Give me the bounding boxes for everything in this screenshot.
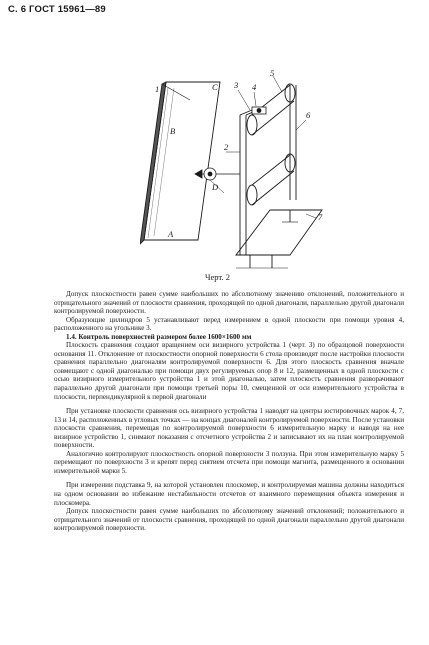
label-3: 3 <box>234 80 239 90</box>
label-4: 4 <box>252 82 257 92</box>
section-heading: 1.4. Контроль поверхностей размером более 1600×1600 мм <box>66 332 252 341</box>
label-6: 6 <box>306 110 311 120</box>
paragraph: Допуск плоскостности равен сумме наибольших по абсолютному значению отклонений, положительного и отрицательного значений от плоскости сравнения, проходящей по одной диагонали, параллельно другой диагонали контролируемой поверхности. <box>54 290 404 316</box>
paragraph: Плоскость сравнения создают вращением оси визирного устройства 1 (черт. 3) по образцовой поверхности основания 11. Отклонение от плоскостности опорной поверхности 6 стола производят после настройки плоскости сравнения параллельно диагоналям контролируемой поверхности 6. Для этого плоскость сравнения вначале совмещают с одной диагональю при помощи двух регулируемых опор 8 и 12, размещенных в одной плоскости с осью визирного измерительного устройства 1 и этой диагональю, затем плоскость сравнения разворачивают параллельно другой диагонали при помощи третьей поры 10, смещенной от оси измерительного устройства в плоскости, перпендикулярной к первой диагонали <box>54 341 404 401</box>
figure-drawing <box>140 70 330 275</box>
label-7: 7 <box>318 212 323 222</box>
label-c: C <box>212 82 218 92</box>
paragraph: При установке плоскости сравнения ось визирного устройства 1 наводят на центры юстировочных марок 4, 7, 13 и 14, расположенных в угловых точках — на концах диагоналей контролируемой поверхности. После установки плоскости сравнения, перемещая по контролируемой поверхности 6 измерительную марку и наводя на нее визирное устройство 1, снимают показания с отсчетного устройства 2 и записывают их на план контролируемой поверхности. <box>54 407 404 450</box>
label-a: A <box>168 229 174 239</box>
leader-1 <box>162 84 190 100</box>
body-text <box>54 290 404 533</box>
label-2: 2 <box>224 142 229 152</box>
label-5: 5 <box>270 70 275 78</box>
label-d: D <box>212 182 219 192</box>
paragraph: Аналогично контролируют плоскостность опорной поверхности 3 ползуна. При этом измерительную марку 5 перемещают по поверхности 3 и крепят перед снятием отсчета при помощи магнита, размещенного в основании измерительной марки 5. <box>54 449 404 475</box>
paragraph: При измерении подставка 9, на которой установлен плоскомер, и контролируемая машина должны находиться на одном основании во избежание нестабильности отсчетов от взаимного перемещения объекта измерения и плоскомера. <box>54 481 404 507</box>
page-header: С. 6 ГОСТ 15961—89 <box>8 4 106 15</box>
leader-lines <box>226 76 316 218</box>
test-plate <box>140 82 220 244</box>
figure-caption: Черт. 2 <box>205 272 231 282</box>
paragraph: Образующие цилиндров 5 устанавливают перед измерением в одной плоскости при помощи уровня 4, расположенного на угольнике 3. <box>54 315 404 333</box>
level-device <box>252 107 266 114</box>
label-1: 1 <box>155 84 160 94</box>
paragraph: Допуск плоскостности равен сумме наибольших по абсолютному значений отклонений; положительного и отрицательного значений от плоскости сравнения, проходящей по одной диагонали параллельно другой диагонали контролируемой поверхности. <box>54 507 404 533</box>
label-b: B <box>170 126 176 136</box>
